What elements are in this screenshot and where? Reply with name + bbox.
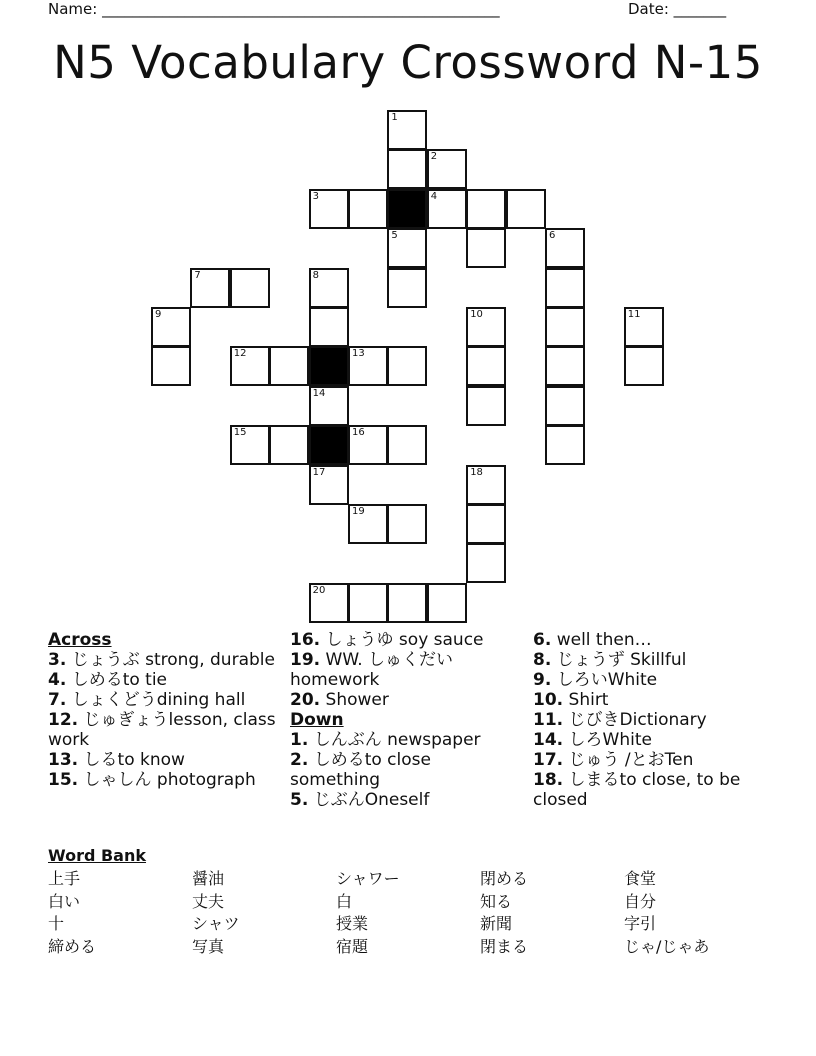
- clue-text: well then…: [551, 630, 652, 650]
- grid-cell[interactable]: [387, 268, 427, 308]
- grid-cell[interactable]: [387, 583, 427, 623]
- grid-cell[interactable]: [466, 543, 506, 583]
- word-bank-word: 十: [48, 914, 65, 933]
- clue: [48, 750, 284, 770]
- black-cell: [387, 189, 427, 229]
- clue: [533, 730, 769, 750]
- grid-cell[interactable]: [230, 346, 270, 386]
- clue-num: 13.: [48, 750, 79, 770]
- word-bank-word: シャワー: [336, 869, 400, 888]
- page-title: N5 Vocabulary Crossword N-15: [53, 36, 763, 89]
- clue-num: 3.: [48, 650, 67, 670]
- word-bank-word: 食堂: [624, 869, 657, 888]
- grid-cell[interactable]: [545, 346, 585, 386]
- clue: [290, 730, 526, 750]
- clue-num: 19.: [290, 650, 321, 670]
- grid-cell[interactable]: [387, 425, 427, 465]
- grid-cell[interactable]: [348, 346, 388, 386]
- grid-cell[interactable]: [387, 346, 427, 386]
- clue: [290, 790, 526, 810]
- clue-text: しろWhite: [563, 730, 652, 750]
- date-line[interactable]: Date: _______: [628, 0, 727, 18]
- clue-text: しるto know: [78, 750, 185, 770]
- grid-cell[interactable]: [545, 228, 585, 268]
- clue-text: じゅう /とおTen: [563, 750, 694, 770]
- clue: [533, 690, 769, 710]
- grid-cell[interactable]: [269, 425, 309, 465]
- clue-number: 3: [312, 190, 319, 202]
- clue: [533, 670, 769, 690]
- clue-number: 20: [312, 584, 326, 596]
- clue: [533, 750, 769, 770]
- word-bank-column: [480, 868, 528, 958]
- across-heading: Across: [48, 630, 112, 650]
- grid-cell[interactable]: [348, 504, 388, 544]
- grid-cell[interactable]: [545, 307, 585, 347]
- grid-cell[interactable]: [387, 504, 427, 544]
- clue-num: 1.: [290, 730, 309, 750]
- clue-number: 1: [391, 112, 398, 123]
- grid-cell[interactable]: [309, 465, 349, 505]
- word-bank-word: 上手: [48, 869, 81, 888]
- clue-number: 5: [391, 230, 398, 242]
- clue-text: じぶんOneself: [308, 790, 430, 810]
- word-bank-word: じゃ/じゃあ: [624, 936, 710, 956]
- grid-cell[interactable]: [309, 307, 349, 347]
- clue-number: 17: [312, 466, 326, 478]
- clue-num: 16.: [290, 630, 321, 650]
- grid-cell[interactable]: [427, 583, 467, 623]
- word-bank-column: [624, 868, 709, 958]
- clue: [533, 630, 769, 650]
- clue-num: 10.: [533, 690, 564, 710]
- clues-column-2: [290, 630, 526, 810]
- clue: [290, 630, 526, 650]
- word-bank-word: 写真: [192, 936, 225, 956]
- word-bank-word: シャツ: [192, 914, 240, 933]
- clue: [48, 690, 284, 710]
- word-bank-word: 閉める: [480, 869, 529, 888]
- clue-text: しゃしん photograph: [78, 770, 256, 790]
- word-bank-word: 字引: [624, 914, 657, 933]
- word-bank-word: 閉まる: [480, 936, 529, 956]
- clue: [48, 710, 284, 750]
- black-cell: [309, 346, 349, 386]
- grid-cell[interactable]: [190, 268, 230, 308]
- grid-cell[interactable]: [269, 346, 309, 386]
- grid-cell[interactable]: [309, 189, 349, 229]
- grid-cell[interactable]: [348, 425, 388, 465]
- clue: [533, 650, 769, 670]
- clue-number: 7: [194, 269, 201, 281]
- clue-number: 13: [352, 348, 365, 360]
- clue-num: 5.: [290, 790, 309, 810]
- clue-num: 11.: [533, 710, 564, 730]
- grid-cell[interactable]: [151, 307, 191, 347]
- grid-cell[interactable]: [348, 583, 388, 623]
- grid-cell[interactable]: [466, 386, 506, 426]
- grid-cell[interactable]: [309, 268, 349, 308]
- clue-num: 18.: [533, 770, 564, 790]
- clue-text: しめるto close something: [290, 750, 431, 790]
- word-bank-column: [192, 868, 240, 958]
- grid-cell[interactable]: [427, 149, 467, 189]
- clue-number: 18: [470, 466, 483, 478]
- grid-cell[interactable]: [387, 228, 427, 268]
- clue-num: 6.: [533, 630, 552, 650]
- grid-cell[interactable]: [348, 189, 388, 229]
- clue-number: 19: [352, 506, 365, 517]
- clue-text: じょうぶ strong, durable: [66, 650, 275, 670]
- word-bank-word: 知る: [480, 891, 513, 911]
- clue-num: 15.: [48, 770, 79, 790]
- clue-num: 17.: [533, 750, 564, 770]
- clue-num: 12.: [48, 710, 79, 730]
- clue-text: WW. しゅくだいhomework: [290, 650, 454, 690]
- clue-text: じょうず Skillful: [551, 650, 687, 670]
- grid-cell[interactable]: [466, 346, 506, 386]
- grid-cell[interactable]: [151, 346, 191, 386]
- grid-cell[interactable]: [466, 504, 506, 544]
- grid-cell[interactable]: [387, 149, 427, 189]
- clue-text: しろいWhite: [551, 670, 658, 690]
- clue-text: しょくどうdining hall: [66, 690, 246, 710]
- word-bank-word: 白い: [48, 891, 81, 911]
- grid-cell[interactable]: [545, 386, 585, 426]
- clue-number: 2: [430, 151, 438, 163]
- clue-number: 16: [352, 427, 365, 439]
- clue-text: しんぶん newspaper: [308, 730, 481, 750]
- word-bank-word: 新聞: [480, 914, 513, 933]
- clue-number: 14: [312, 387, 326, 399]
- clue-num: 2.: [290, 750, 309, 770]
- clue: [290, 690, 526, 710]
- grid-cell[interactable]: [466, 189, 506, 229]
- name-line[interactable]: Name: _____________________________________________________: [48, 0, 500, 18]
- clue-text: しまるto close, to be closed: [533, 770, 741, 810]
- clue-num: 8.: [533, 650, 552, 670]
- clue: [48, 650, 284, 670]
- grid-cell[interactable]: [466, 465, 506, 505]
- black-cell: [309, 425, 349, 465]
- grid-cell[interactable]: [309, 583, 349, 623]
- down-heading: Down: [290, 710, 344, 730]
- clue: [290, 650, 526, 690]
- clue-text: しめるto tie: [66, 670, 168, 690]
- grid-cell[interactable]: [230, 425, 270, 465]
- clue-text: Shirt: [563, 690, 609, 710]
- clue-num: 14.: [533, 730, 564, 750]
- clue-num: 20.: [290, 690, 321, 710]
- word-bank-column: [336, 868, 400, 958]
- grid-cell[interactable]: [466, 307, 506, 347]
- grid-cell[interactable]: [624, 346, 664, 386]
- grid-cell[interactable]: [506, 189, 546, 229]
- word-bank-title: Word Bank: [48, 846, 147, 865]
- clue-number: 9: [155, 309, 162, 320]
- clue: [533, 770, 769, 810]
- word-bank-word: 宿題: [336, 936, 369, 956]
- clue: [48, 670, 284, 690]
- clue-number: 11: [627, 309, 641, 320]
- clue-text: しょうゆ soy sauce: [320, 630, 484, 650]
- word-bank-word: 醤油: [192, 869, 225, 888]
- grid-cell[interactable]: [309, 386, 349, 426]
- clue-num: 7.: [48, 690, 67, 710]
- clues-column-1: [48, 630, 284, 790]
- clue: [533, 710, 769, 730]
- word-bank-word: 白: [336, 891, 353, 911]
- word-bank-word: 授業: [336, 914, 369, 933]
- clue: [48, 770, 284, 790]
- clue-number: 15: [233, 427, 247, 439]
- word-bank-word: 丈夫: [192, 891, 225, 911]
- clue-num: 9.: [533, 670, 552, 690]
- clue-number: 4: [430, 190, 438, 202]
- grid-cell[interactable]: [387, 110, 427, 150]
- grid-cell[interactable]: [466, 228, 506, 268]
- word-bank-word: 締める: [48, 936, 97, 956]
- grid-cell[interactable]: [230, 268, 270, 308]
- grid-cell[interactable]: [427, 189, 467, 229]
- clue-number: 10: [470, 309, 483, 320]
- grid-cell[interactable]: [545, 425, 585, 465]
- clue-number: 12: [233, 348, 247, 360]
- word-bank-word: 自分: [624, 891, 657, 911]
- clues-column-3: [533, 630, 769, 810]
- clue-text: じゅぎょうlesson, class work: [48, 710, 276, 750]
- grid-cell[interactable]: [624, 307, 664, 347]
- clue-num: 4.: [48, 670, 67, 690]
- word-bank-column: [48, 868, 96, 958]
- clue-text: じびきDictionary: [563, 710, 707, 730]
- clue-text: Shower: [320, 690, 389, 710]
- clue-number: 8: [312, 269, 319, 281]
- clue-number: 6: [549, 230, 556, 242]
- clue: [290, 750, 526, 790]
- grid-cell[interactable]: [545, 268, 585, 308]
